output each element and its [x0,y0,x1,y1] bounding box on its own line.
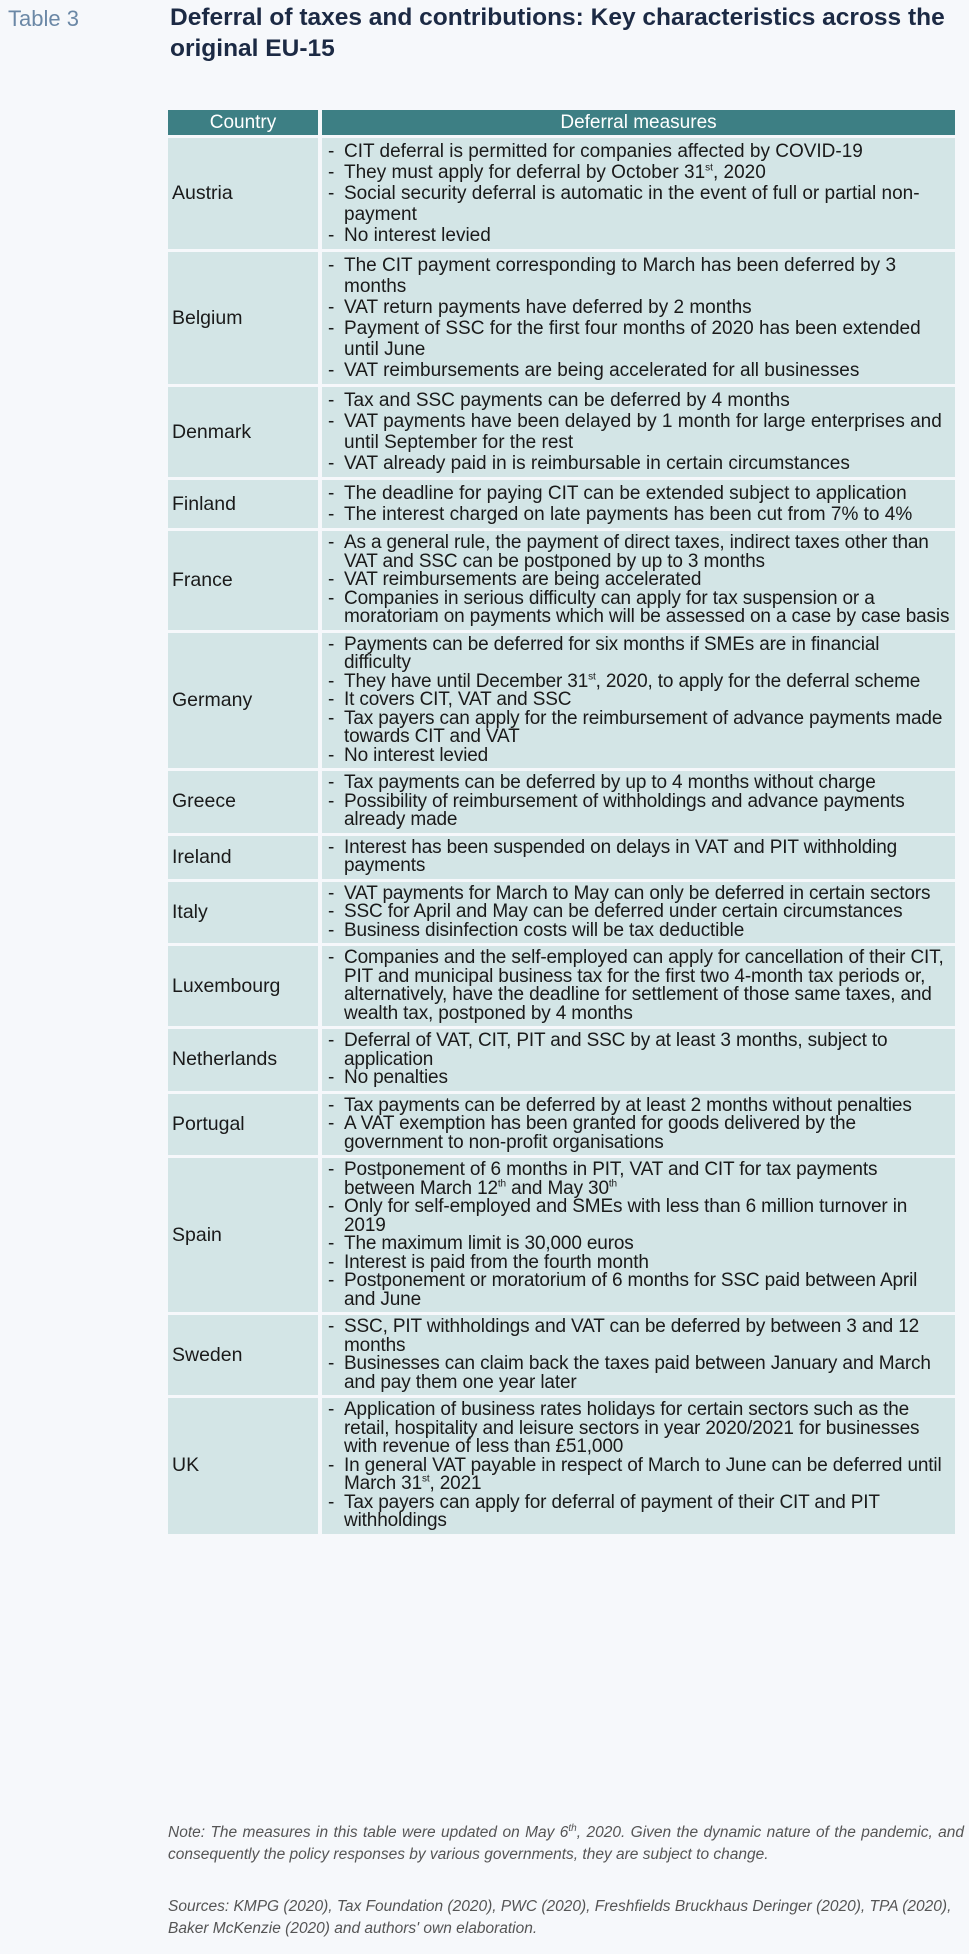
measure-item: - VAT return payments have deferred by 2 months [326,297,951,318]
table-row [168,480,955,528]
measures-cell [322,946,955,1026]
measure-item: - Interest has been suspended on delays in VAT and PIT withholding payments [326,839,951,876]
measure-item: - A VAT exemption has been granted for goods delivered by the government to non-profit organisations [326,1115,951,1152]
table-row [168,771,955,833]
measure-item: - In general VAT payable in respect of March to June can be deferred until March 31st, 2021 [326,1457,951,1494]
table-row [168,531,955,630]
measures-list [326,1401,951,1531]
measure-item: - VAT reimbursements are being accelerated for all businesses [326,360,951,381]
measure-item: - Companies in serious difficulty can apply for tax suspension or a moratoriam on payments which will be assessed on a case by case basis [326,590,951,627]
measures-list [326,882,951,941]
country-cell: Netherlands [168,1029,318,1091]
table-label: Table 3 [8,6,79,31]
measure-item: - As a general rule, the payment of direct taxes, indirect taxes other than VAT and SSC can be postponed by up to 3 months [326,534,951,571]
measure-item: - VAT reimbursements are being accelerated [326,571,951,590]
table-row [168,138,955,249]
country-cell: Ireland [168,836,318,879]
measures-cell [322,1398,955,1534]
measure-item: - Tax payers can apply for deferral of payment of their CIT and PIT withholdings [326,1494,951,1531]
table-row [168,946,955,1026]
measures-list [326,774,951,830]
measures-cell [322,138,955,249]
measure-item: - SSC for April and May can be deferred under certain circumstances [326,903,951,922]
measure-item: - Payment of SSC for the first four months of 2020 has been extended until June [326,318,951,360]
table-row [168,1158,955,1312]
measure-item: - They have until December 31st, 2020, to apply for the deferral scheme [326,673,951,692]
measure-item: - Deferral of VAT, CIT, PIT and SSC by at least 3 months, subject to application [326,1032,951,1069]
measure-item: - Tax payers can apply for the reimbursement of advance payments made towards CIT and VAT [326,710,951,747]
country-cell: UK [168,1398,318,1534]
measures-cell [322,387,955,477]
measure-item: - Tax payments can be deferred by at least 2 months without penalties [326,1097,951,1116]
measures-cell [322,1029,955,1091]
measures-list [326,949,951,1023]
measures-cell [322,480,955,528]
column-header-measures: Deferral measures [322,110,955,135]
measure-item: - VAT payments for March to May can only be deferred in certain sectors [326,885,951,904]
measure-item: - No interest levied [326,747,951,766]
measures-cell [322,633,955,769]
table-row [168,1094,955,1156]
measures-list [326,534,951,627]
measure-item: - Postponement or moratorium of 6 months for SSC paid between April and June [326,1272,951,1309]
measures-cell [322,836,955,879]
measure-item: - Companies and the self-employed can apply for cancellation of their CIT, PIT and municipal business tax for the first two 4-month tax periods or, alternatively, have the deadline for settlement of those same taxes, and wealth tax, postponed by 4 months [326,949,951,1023]
table-row [168,1029,955,1091]
measure-item: - No penalties [326,1069,951,1088]
country-cell: Portugal [168,1094,318,1156]
country-cell: Italy [168,882,318,944]
table-body [168,138,955,1534]
measure-item: - It covers CIT, VAT and SSC [326,691,951,710]
measures-list [326,1161,951,1309]
measure-item: - Interest is paid from the fourth month [326,1254,951,1273]
table-note: Note: The measures in this table were updated on May 6th, 2020. Given the dynamic nature of the pandemic, and consequently the policy responses by various governments, they are subject to change. [168,1822,965,1863]
measures-cell [322,1158,955,1312]
measures-list [326,483,951,525]
measure-item: - The maximum limit is 30,000 euros [326,1235,951,1254]
measure-item: - The CIT payment corresponding to March has been deferred by 3 months [326,255,951,297]
country-cell: France [168,531,318,630]
measure-item: - The deadline for paying CIT can be extended subject to application [326,483,951,504]
measures-cell [322,1315,955,1395]
measures-cell [322,771,955,833]
measure-item: - CIT deferral is permitted for companies affected by COVID-19 [326,141,951,162]
table-row [168,387,955,477]
table-row [168,252,955,384]
measure-item: - VAT payments have been delayed by 1 month for large enterprises and until September for the rest [326,411,951,453]
deferral-table [164,107,959,1537]
measures-list [326,633,951,766]
country-cell: Greece [168,771,318,833]
table-row [168,836,955,879]
measure-item: - They must apply for deferral by October 31st, 2020 [326,162,951,183]
measure-item: - Only for self-employed and SMEs with less than 6 million turnover in 2019 [326,1198,951,1235]
measures-cell [322,882,955,944]
measure-item: - Businesses can claim back the taxes paid between January and March and pay them one year later [326,1355,951,1392]
measure-item: - The interest charged on late payments has been cut from 7% to 4% [326,504,951,525]
table-row [168,1315,955,1395]
country-cell: Austria [168,138,318,249]
measure-item: - Postponement of 6 months in PIT, VAT and CIT for tax payments between March 12th and May 30th [326,1161,951,1198]
measures-cell [322,531,955,630]
table-row [168,1398,955,1534]
measures-list [326,141,951,246]
measure-item: - Business disinfection costs will be tax deductible [326,922,951,941]
measures-list [326,1094,951,1153]
column-header-country: Country [168,110,318,135]
country-cell: Luxembourg [168,946,318,1026]
measure-item: - Tax payments can be deferred by up to 4 months without charge [326,774,951,793]
table-sources: Sources: KMPG (2020), Tax Foundation (2020), PWC (2020), Freshfields Bruckhaus Deringer (2020), TPA (2020), Baker McKenzie (2020) and authors' own elaboration. [168,1898,952,1937]
country-cell: Sweden [168,1315,318,1395]
measure-item: - Social security deferral is automatic in the event of full or partial non-payment [326,183,951,225]
country-cell: Belgium [168,252,318,384]
country-cell: Spain [168,1158,318,1312]
measures-list [326,1318,951,1392]
measure-item: - Possibility of reimbursement of withholdings and advance payments already made [326,793,951,830]
measure-item: - SSC, PIT withholdings and VAT can be deferred by between 3 and 12 months [326,1318,951,1355]
country-cell: Denmark [168,387,318,477]
table-row [168,882,955,944]
measure-item: - Payments can be deferred for six months if SMEs are in financial difficulty [326,636,951,673]
measures-list [326,255,951,381]
measure-item: - VAT already paid in is reimbursable in certain circumstances [326,453,951,474]
measures-list [326,390,951,474]
country-cell: Germany [168,633,318,769]
measures-list [326,836,951,876]
country-cell: Finland [168,480,318,528]
measure-item: - Tax and SSC payments can be deferred by 4 months [326,390,951,411]
measure-item: - No interest levied [326,225,951,246]
measures-cell [322,1094,955,1156]
header-row [168,110,955,135]
table-row [168,633,955,769]
measures-cell [322,252,955,384]
measures-list [326,1032,951,1088]
table-title: Deferral of taxes and contributions: Key characteristics across the original EU-15 [170,4,945,62]
measure-item: - Application of business rates holidays for certain sectors such as the retail, hospitality and leisure sectors in year 2020/2021 for businesses with revenue of less than £51,000 [326,1401,951,1457]
